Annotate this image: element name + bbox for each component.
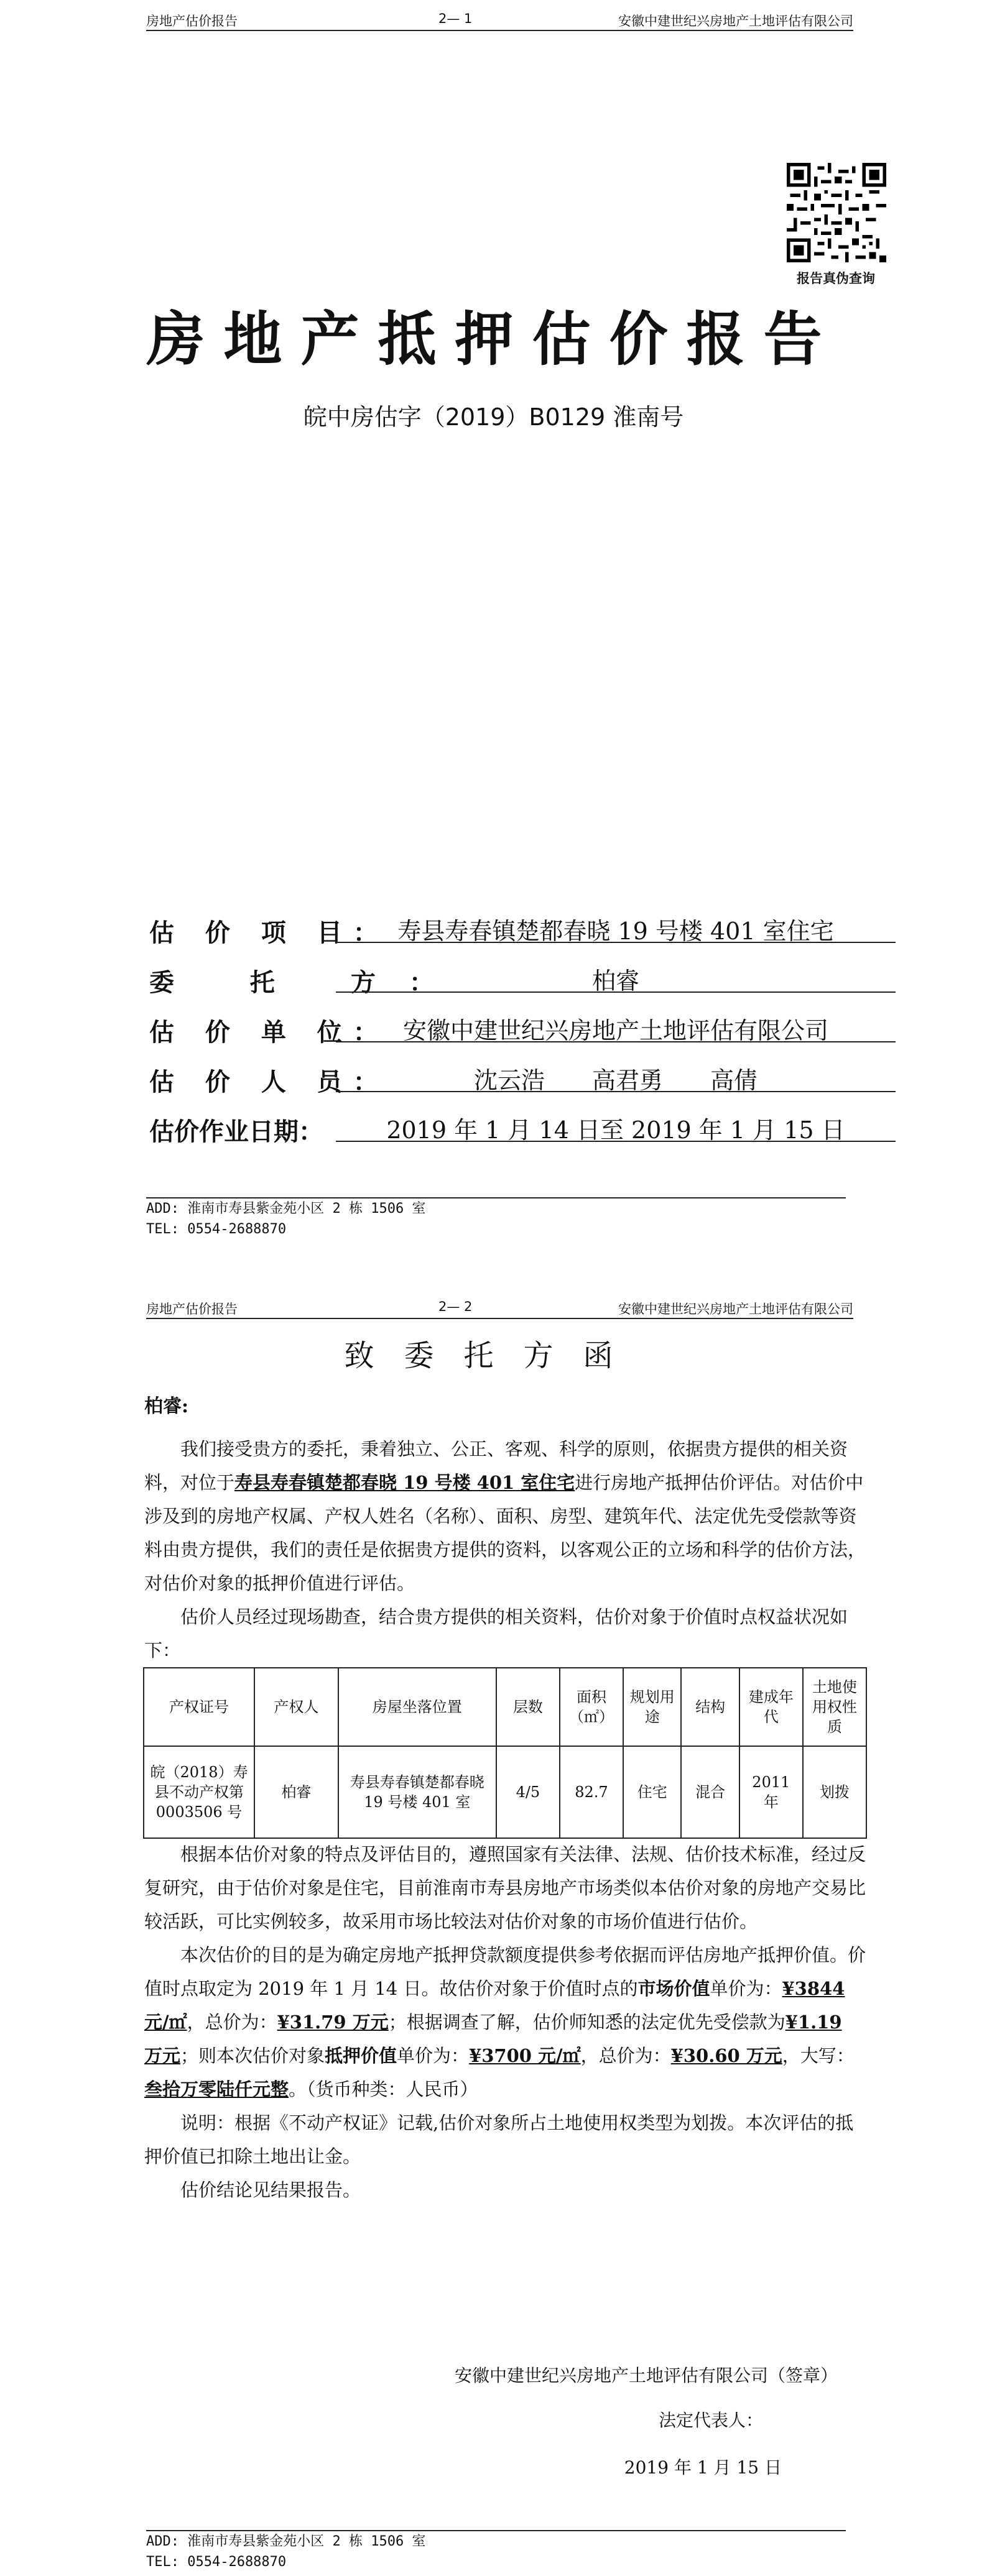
info-value: 寿县寿春镇楚都春晓 19 号楼 401 室住宅 [336,912,896,943]
info-label: 估 价 单 位： [149,1018,389,1047]
priority-claim-amount: ¥1.19 万元 [144,2012,842,2066]
cell-cert-no: 皖（2018）寿县不动产权第 0003506 号 [144,1746,254,1838]
info-row-project [149,904,896,954]
header-left: 房地产估价报告 [146,14,238,29]
paragraph-6: 估价结论见结果报告。 [180,2179,361,2201]
page-footer [146,2530,846,2572]
paragraph-3: 根据本估价对象的特点及评估目的，遵照国家有关法律、法规、估价技术标准，经过反复研究，由于估价对象是住宅，目前淮南市寿县房地产市场类似本估价对象的房地产交易比较活跃，可比实例较多，故采用市场比较法对估价对象的市场价值进行估价。 [144,1844,866,1932]
text: 本次估价的目的是为确定房地产抵押贷款额度提供参考依据而评估房地产抵押价值。价值时点取定为 2019 年 1 月 14 日。故估价对象于价值时点的 [144,1944,866,1999]
footer-address: ADD: 淮南市寿县紫金苑小区 2 栋 1506 室 [146,2534,426,2549]
text: 我们接受贵方的委托，秉着独立、公正、客观、科学的原则，依据贵方提供的相关资料，对位于 [144,1438,848,1493]
market-value-label: 市场价值 [637,1978,710,1999]
info-value: 柏睿 [336,962,896,993]
letter-title: 致委托方函 [344,1338,643,1373]
info-label: 估价作业日期： [149,1118,323,1146]
property-table [143,1667,867,1839]
info-label: 委 托 方： [149,968,468,997]
table-header-row [144,1668,866,1746]
col-usage: 规划用途 [623,1668,681,1746]
cell-floor: 4/5 [496,1746,560,1838]
text: ；则本次估价对象 [180,2045,325,2066]
signature-company: 安徽中建世纪兴房地产土地评估有限公司（签章） [454,2365,838,2386]
col-area: 面积（㎡） [560,1668,623,1746]
col-floor: 层数 [496,1668,560,1746]
cell-location: 寿县寿春镇楚都春晓 19 号楼 401 室 [338,1746,496,1838]
col-structure: 结构 [681,1668,739,1746]
header-company: 安徽中建世纪兴房地产土地评估有限公司 [618,14,853,29]
cell-land-right: 划拨 [803,1746,866,1838]
text: ；根据调查了解，估价师知悉的法定优先受偿款为 [388,2012,785,2033]
salutation: 柏睿: [144,1396,189,1417]
header-company: 安徽中建世纪兴房地产土地评估有限公司 [618,1302,853,1317]
cell-structure: 混合 [681,1746,739,1838]
col-cert-no: 产权证号 [144,1668,254,1746]
col-land-right: 土地使用权性质 [803,1668,866,1746]
mortgage-total-price: ¥30.60 万元 [670,2045,782,2066]
footer-phone: TEL: 0554-2688870 [146,1221,287,1237]
col-location: 房屋坐落位置 [338,1668,496,1746]
amount-in-words: 叁拾万零陆仟元整 [144,2079,289,2100]
property-address: 寿县寿春镇楚都春晓 19 号楼 401 室住宅 [234,1472,575,1493]
signature-date: 2019 年 1 月 15 日 [624,2457,782,2478]
info-row-client [149,954,896,1004]
paragraph-2: 估价人员经过现场勘查，结合贵方提供的相关资料，估价对象于价值时点权益状况如下： [144,1606,848,1661]
info-value: 2019 年 1 月 14 日至 2019 年 1 月 15 日 [336,1111,896,1142]
page-letter [0,1288,987,2576]
page-footer [146,1197,846,1240]
page-header [146,7,853,31]
market-unit-price: ¥3844 元/㎡ [144,1978,845,2033]
text: ，总价为： [187,2012,277,2033]
paragraph-1 [144,1432,866,1600]
info-row-appraiser-unit [149,1004,896,1054]
text: ，大写： [782,2045,855,2066]
market-total-price: ¥31.79 万元 [277,2012,389,2033]
header-left: 房地产估价报告 [146,1302,238,1317]
mortgage-unit-price: ¥3700 元/㎡ [469,2045,581,2066]
col-owner: 产权人 [254,1668,338,1746]
cell-usage: 住宅 [623,1746,681,1838]
paragraph-5: 说明：根据《不动产权证》记载,估价对象所占土地使用权类型为划拨。本次评估的抵押价值已扣除土地出让金。 [144,2112,854,2167]
text: 进行房地产抵押估价评估。对估价中涉及到的房地产权属、产权人姓名（名称）、面积、房型、建筑年代、法定优先受偿款等资料由贵方提供，我们的责任是依据贵方提供的资料，以客观公正的立场和科学的估价方法，对估价对象的抵押价值进行评估。 [144,1472,866,1594]
info-label: 估 价 人 员： [149,1068,389,1097]
footer-address: ADD: 淮南市寿县紫金苑小区 2 栋 1506 室 [146,1201,426,1217]
footer-phone: TEL: 0554-2688870 [146,2554,287,2570]
page-header [146,1295,853,1319]
text: 单价为： [397,2045,470,2066]
paragraph-4 [144,1938,866,2106]
letter-body [144,1838,866,2207]
mortgage-value-label: 抵押价值 [325,2045,397,2066]
cover-info-block [149,904,896,1153]
report-title: 房地产抵押估价报告 [146,306,841,374]
qr-code[interactable] [787,163,886,262]
header-page-number: 2— 2 [438,1299,473,1314]
document-number: 皖中房估字（2019）B0129 淮南号 [303,403,684,431]
info-value: 安徽中建世纪兴房地产土地评估有限公司 [336,1011,896,1042]
info-value: 沈云浩 高君勇 高倩 [336,1061,896,1092]
col-year: 建成年代 [739,1668,803,1746]
letter-intro [144,1432,866,1667]
cell-owner: 柏睿 [254,1746,338,1838]
text: 。（货币种类：人民币） [289,2079,478,2100]
cell-area: 82.7 [560,1746,623,1838]
info-label: 估 价 项 目： [149,919,389,947]
cell-year: 2011 年 [739,1746,803,1838]
qr-caption: 报告真伪查询 [797,271,875,286]
signature-legal-rep: 法定代表人： [658,2410,763,2431]
header-page-number: 2— 1 [438,11,473,26]
info-row-appraisers [149,1054,896,1103]
table-row [144,1746,866,1838]
info-row-work-date [149,1103,896,1153]
text: ，总价为： [580,2045,671,2066]
text: 单价为： [710,1978,782,1999]
